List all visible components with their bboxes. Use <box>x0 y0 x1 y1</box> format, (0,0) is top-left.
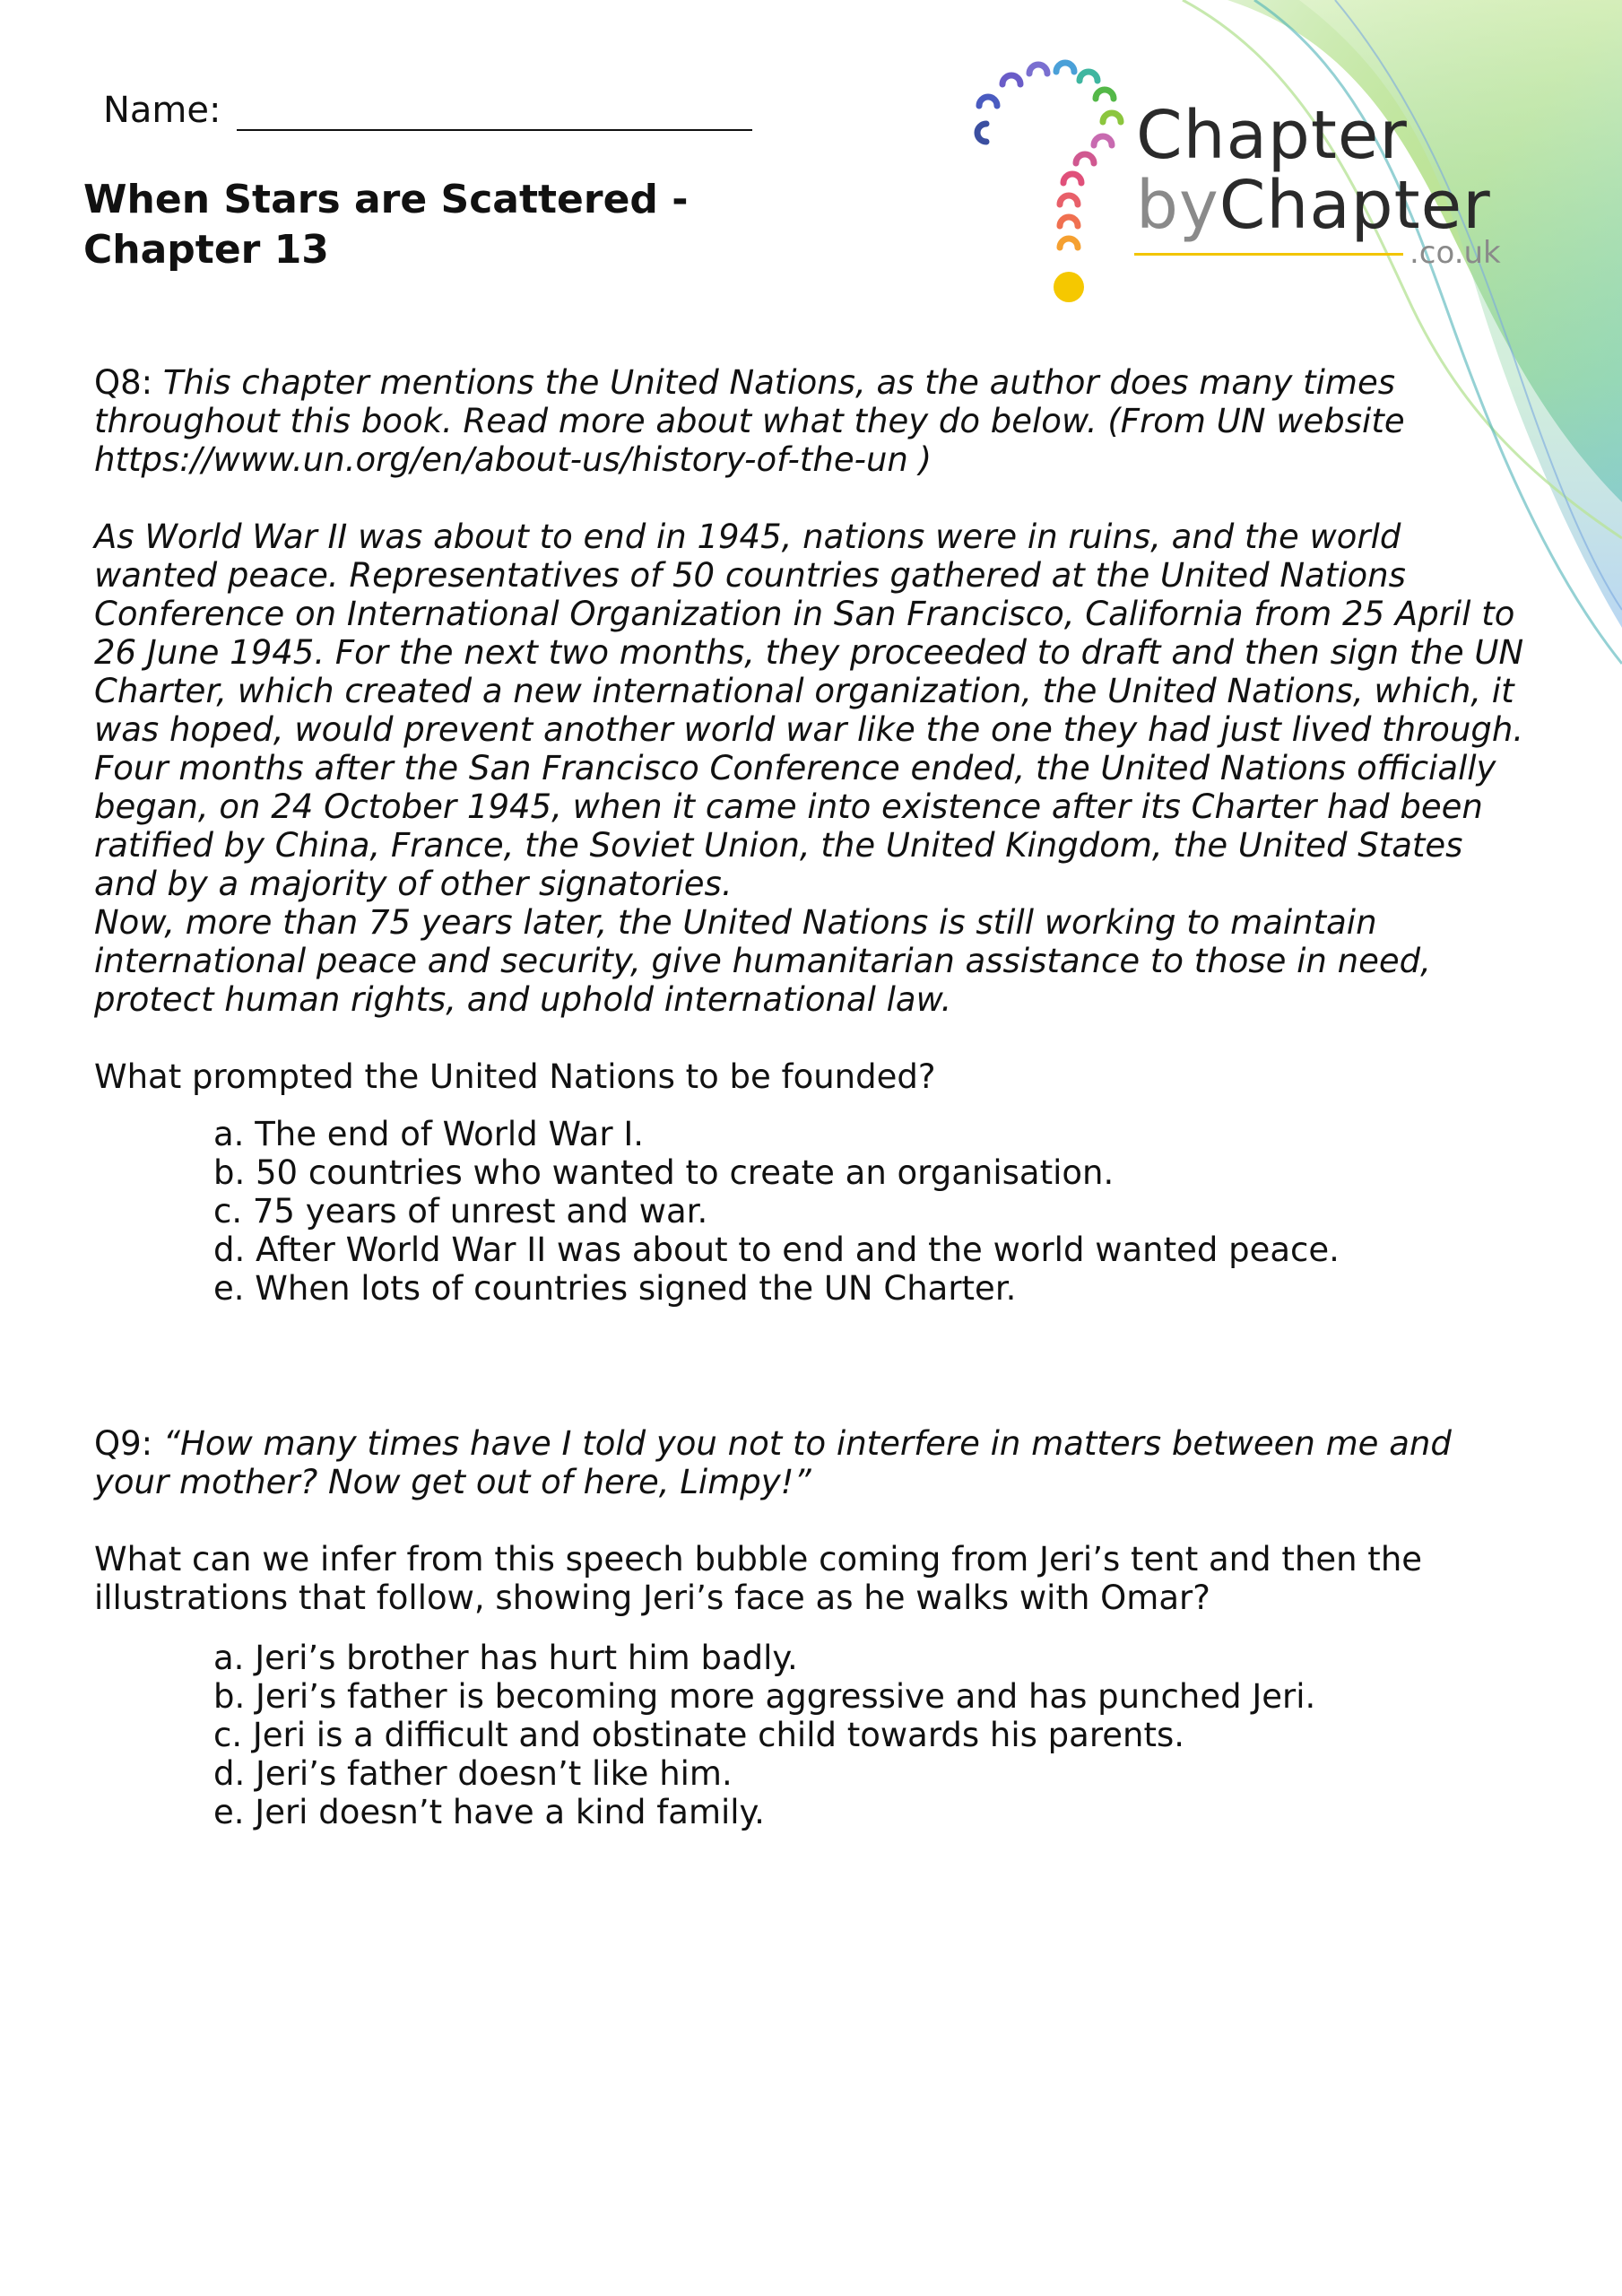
name-label: Name: <box>103 90 221 131</box>
q8-passage-paragraph-3: Now, more than 75 years later, the United Nations is still working to maintain international peace and security, give humanitarian assistance to those in need, protect human rights, and uphold international law. <box>94 903 1431 1019</box>
q9-option-b: b. Jeri’s father is becoming more aggressive and has punched Jeri. <box>213 1677 1316 1716</box>
q8-label: Q8: <box>94 363 153 402</box>
logo-text-chapter-2: Chapter <box>1219 167 1491 244</box>
q8-option-d: d. After World War II was about to end and the world wanted peace. <box>213 1231 1340 1269</box>
q9-options <box>213 1639 1529 1831</box>
q9-option-e: e. Jeri doesn’t have a kind family. <box>213 1793 765 1831</box>
q8-intro-text: This chapter mentions the United Nations, as the author does many times throughout this book. Read more about what they do below. (From UN website https://www.un.org/en/about-us/history-of-the-un ) <box>94 363 1405 479</box>
logo-text-chapter: Chapter <box>1136 97 1408 174</box>
title-line-2: Chapter 13 <box>83 227 329 273</box>
name-field <box>103 90 752 131</box>
q8-option-c: c. 75 years of unrest and war. <box>213 1192 708 1231</box>
q9-label: Q9: <box>94 1424 153 1463</box>
q8-passage-paragraph-1: As World War II was about to end in 1945, nations were in ruins, and the world wanted peace. Representatives of 50 countries gathered at the United Nations Conference on International Organization in San Francisco, California from 25 April to 26 June 1945. For the next two months, they proceeded to draft and then sign the UN Charter, which created a new international organization, the United Nations, which, it was hoped, would prevent another world war like the one they had just lived through. <box>94 517 1524 749</box>
q8-option-b: b. 50 countries who wanted to create an organisation. <box>213 1153 1115 1192</box>
title-line-1: When Stars are Scattered - <box>83 177 689 222</box>
logo-text-domain: .co.uk <box>1409 235 1501 271</box>
q8-options <box>213 1115 1529 1308</box>
q9-quote-line <box>94 1424 1529 1501</box>
q9-question: What can we infer from this speech bubble coming from Jeri’s tent and then the illustrations that follow, showing Jeri’s face as he walks with Omar? <box>94 1540 1423 1617</box>
logo-underline <box>1134 253 1403 256</box>
logo-text-by-chapter <box>1136 167 1491 244</box>
q8-option-a: a. The end of World War I. <box>213 1115 644 1153</box>
q8-passage-paragraph-2: Four months after the San Francisco Conference ended, the United Nations officially began, on 24 October 1945, when it came into existence after its Charter had been ratified by China, France, the Soviet Union, the United Kingdom, the United States and by a majority of other signatories. <box>94 749 1496 903</box>
q8-question: What prompted the United Nations to be founded? <box>94 1057 936 1096</box>
name-blank-line <box>237 90 752 131</box>
logo-text-by: by <box>1136 167 1219 244</box>
logo-dot-icon <box>1054 272 1084 302</box>
q9-option-d: d. Jeri’s father doesn’t like him. <box>213 1754 733 1793</box>
q8-intro <box>94 363 1529 479</box>
document-title <box>83 175 689 275</box>
q8-option-e: e. When lots of countries signed the UN Charter. <box>213 1269 1017 1308</box>
q9-quote: “How many times have I told you not to interfere in matters between me and your mother? Now get out of here, Limpy!” <box>94 1424 1452 1501</box>
worksheet-content <box>94 363 1529 1831</box>
q9-option-a: a. Jeri’s brother has hurt him badly. <box>213 1639 798 1677</box>
q9-option-c: c. Jeri is a difficult and obstinate child towards his parents. <box>213 1716 1184 1754</box>
